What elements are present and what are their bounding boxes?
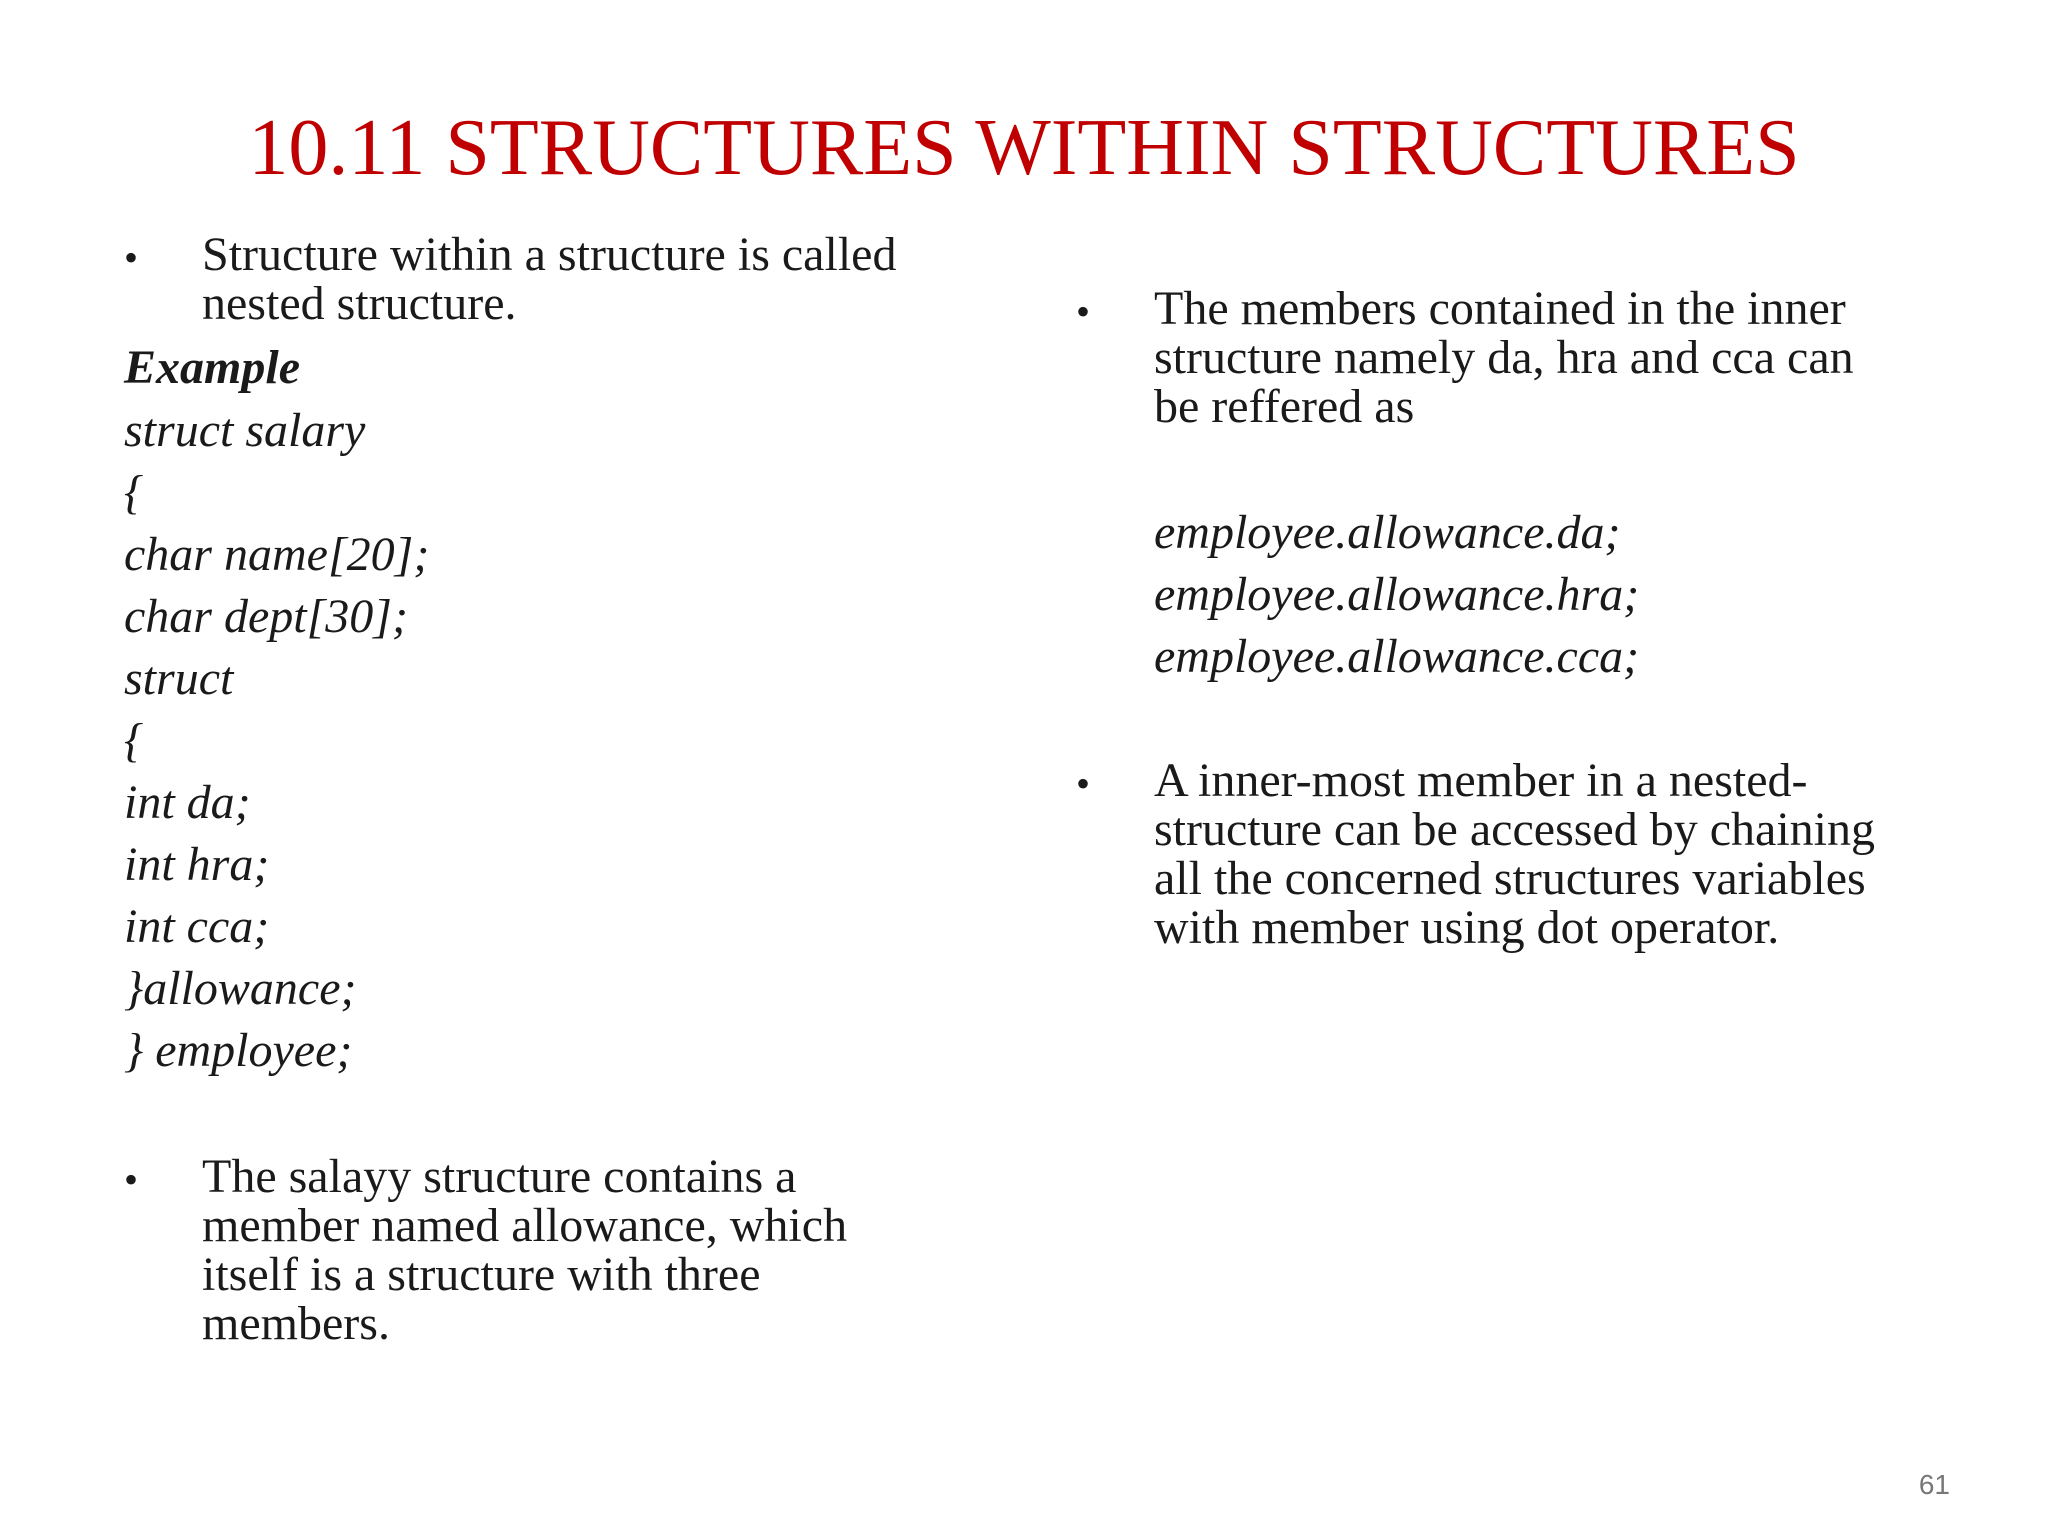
bullet-line: The salayy structure contains a — [202, 1150, 797, 1203]
bullet-line: structure can be accessed by chaining — [1154, 803, 1876, 856]
code-line: { — [124, 466, 144, 519]
bullet-icon: • — [1076, 289, 1091, 334]
slide-title: 10.11 STRUCTURES WITHIN STRUCTURES — [248, 104, 1800, 192]
intro-bullet — [202, 230, 896, 328]
example-label: Example — [124, 341, 300, 394]
chaining-bullet — [1154, 756, 1875, 952]
bullet-line: A inner-most member in a nested- — [1154, 754, 1808, 807]
code-line: } employee; — [124, 1024, 353, 1077]
bullet-line: with member using dot operator. — [1154, 901, 1780, 954]
code-line: int hra; — [124, 838, 270, 891]
page-number: 61 — [1918, 1469, 1950, 1500]
members-bullet — [1154, 284, 1854, 431]
code-line: { — [124, 714, 144, 767]
code-line: employee.allowance.cca; — [1154, 630, 1640, 683]
code-line: struct salary — [124, 404, 366, 457]
bullet-line: members. — [202, 1297, 390, 1350]
bullet-line: Structure within a structure is called — [202, 228, 897, 281]
bullet-icon: • — [1076, 761, 1091, 806]
code-line: struct — [124, 652, 234, 705]
member-access-code — [1154, 502, 1639, 688]
code-line: char dept[30]; — [124, 590, 408, 643]
explanation-bullet — [202, 1152, 847, 1348]
code-line: int da; — [124, 776, 251, 829]
bullet-icon: • — [124, 1157, 139, 1202]
bullet-line: itself is a structure with three — [202, 1248, 761, 1301]
bullet-line: all the concerned structures variables — [1154, 852, 1866, 905]
code-line: char name[20]; — [124, 528, 430, 581]
bullet-line: The members contained in the inner — [1154, 282, 1846, 335]
code-line: }allowance; — [124, 962, 357, 1015]
code-line: int cca; — [124, 900, 270, 953]
bullet-line: member named allowance, which — [202, 1199, 848, 1252]
code-block — [124, 400, 429, 1082]
code-line: employee.allowance.da; — [1154, 506, 1621, 559]
bullet-line: structure namely da, hra and cca can — [1154, 331, 1854, 384]
bullet-line: nested structure. — [202, 277, 517, 330]
code-line: employee.allowance.hra; — [1154, 568, 1640, 621]
bullet-icon: • — [124, 235, 139, 280]
bullet-line: be reffered as — [1154, 380, 1415, 433]
